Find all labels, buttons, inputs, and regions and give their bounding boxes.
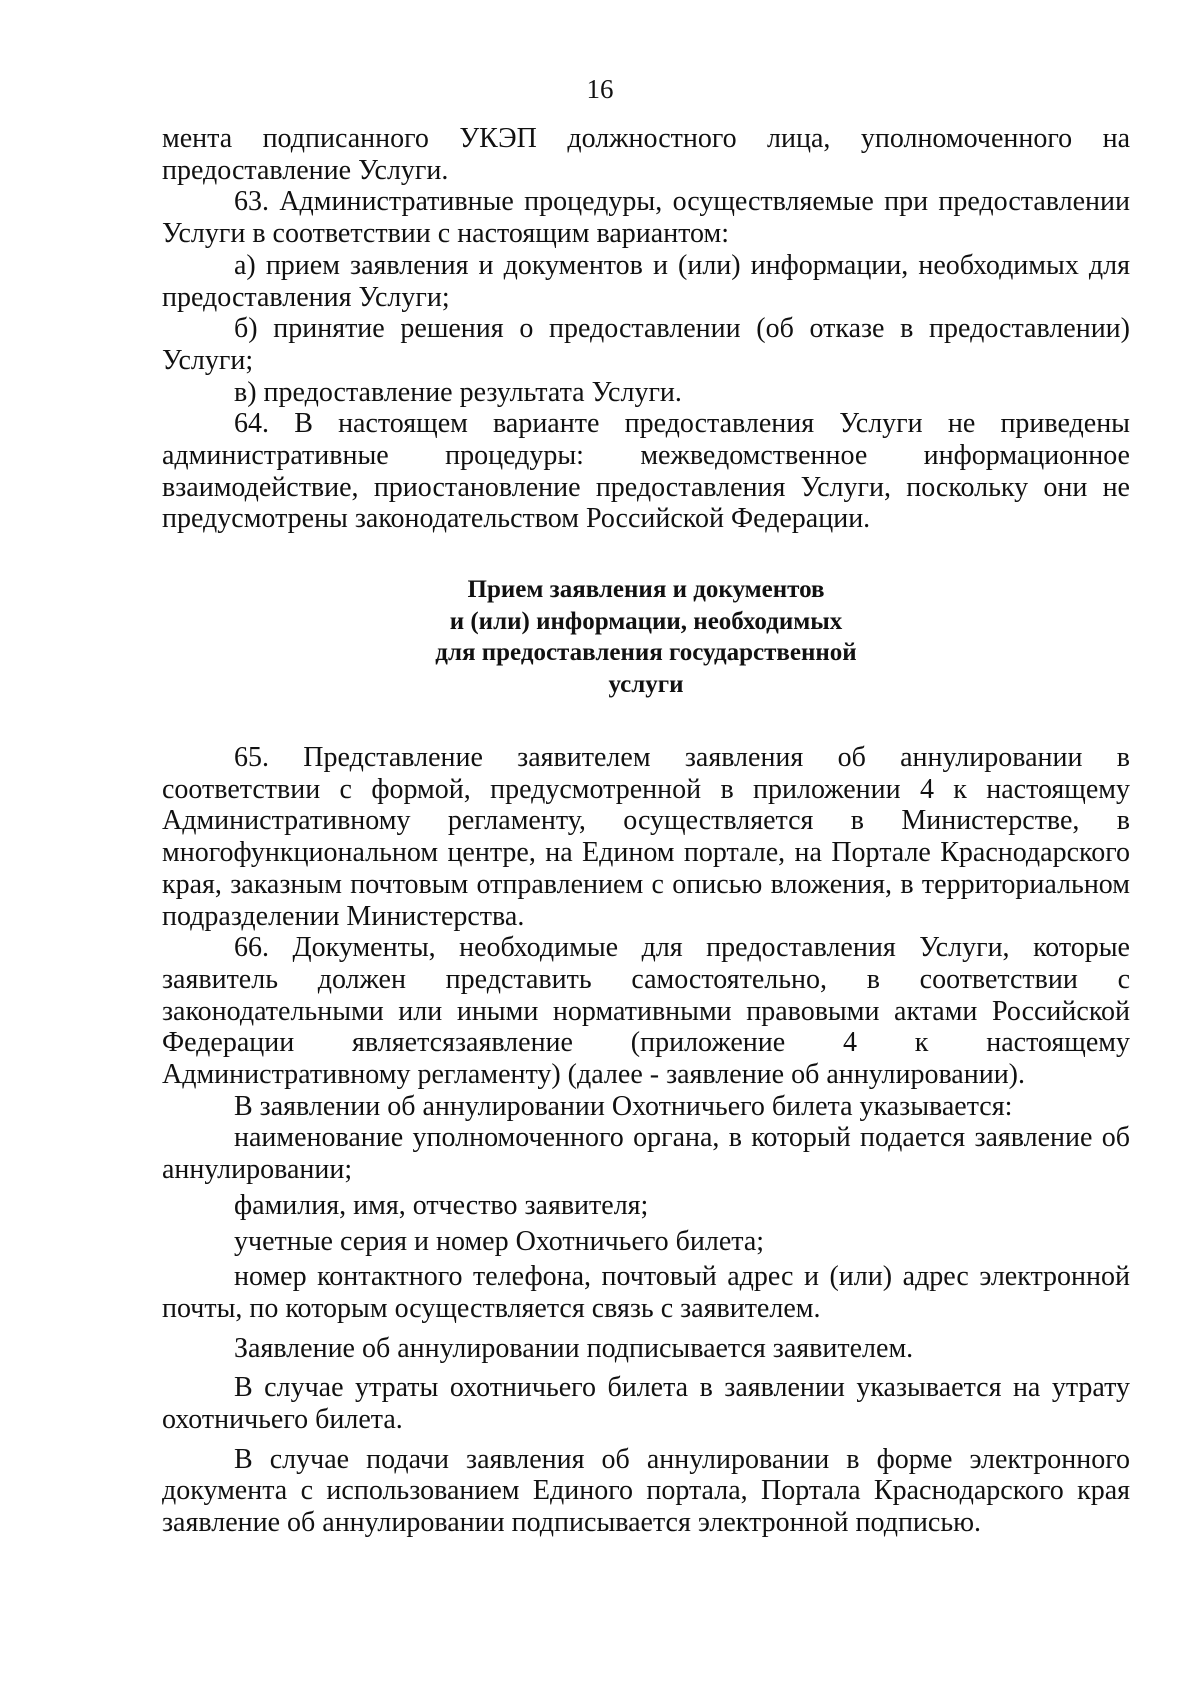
page-number: 16 bbox=[586, 74, 614, 104]
list-item-name: фамилия, имя, отчество заявителя; bbox=[234, 1189, 649, 1221]
paragraph-continuation: мента подписанного УКЭП должностного лица, уполномоченного на предоставление Услуги. bbox=[162, 123, 1130, 186]
paragraph-loss: В случае утраты охотничьего билета в заявлении указывается на утрату охотничьего билета. bbox=[162, 1372, 1130, 1436]
section-heading-line: услуги bbox=[608, 671, 684, 699]
paragraph-63: 63. Административные процедуры, осуществляемые при предоставлении Услуги в соответствии с настоящим вариантом: bbox=[162, 186, 1130, 250]
paragraph-66: 66. Документы, необходимые для предоставления Услуги, которые заявитель должен представить самостоятельно, в соответствии с законодательными или иными нормативными правовыми актами Российской Федерации являетсязаявление (приложение 4 к настоящему Административному регламенту) (далее - заявление об аннулировании). bbox=[162, 932, 1130, 1091]
list-item-b: б) принятие решения о предоставлении (об отказе в предоставлении) Услуги; bbox=[162, 313, 1130, 376]
list-item-a: а) прием заявления и документов и (или) информации, необходимых для предоставления Услуги; bbox=[162, 249, 1130, 313]
bottom-text-block bbox=[162, 742, 1130, 1539]
section-heading-line: для предоставления государственной bbox=[435, 639, 857, 667]
paragraph-electronic: В случае подачи заявления об аннулировании в форме электронного документа с использованием Единого портала, Портала Краснодарского края заявление об аннулировании подписывается электронной подписью. bbox=[162, 1443, 1130, 1539]
section-heading bbox=[162, 574, 1130, 701]
paragraph-signature: Заявление об аннулировании подписывается заявителем. bbox=[234, 1332, 914, 1364]
list-item-ticket-number: учетные серия и номер Охотничьего билета; bbox=[234, 1225, 765, 1257]
list-item-contacts: номер контактного телефона, почтовый адрес и (или) адрес электронной почты, по которым осуществляется связь с заявителем. bbox=[162, 1261, 1130, 1324]
list-item-authority: наименование уполномоченного органа, в который подается заявление об аннулировании; bbox=[162, 1122, 1130, 1186]
top-text-block bbox=[162, 123, 1130, 535]
paragraph-contents-intro: В заявлении об аннулировании Охотничьего билета указывается: bbox=[234, 1090, 1013, 1122]
section-heading-line: Прием заявления и документов bbox=[467, 576, 825, 603]
paragraph-65: 65. Представление заявителем заявления об аннулировании в соответствии с формой, предусмотренной в приложении 4 к настоящему Административному регламенту, осуществляется в Министерстве, в многофункциональном центре, на Едином портале, на Портале Краснодарского края, заказным почтовым отправлением с описью вложения, в территориальном подразделении Министерства. bbox=[162, 742, 1130, 932]
paragraph-64: 64. В настоящем варианте предоставления Услуги не приведены административные процедуры: межведомственное информационное взаимодействие, приостановление предоставления Услуги, поскольку они не предусмотрены законодательством Российской Федерации. bbox=[162, 408, 1130, 535]
list-item-v: в) предоставление результата Услуги. bbox=[234, 376, 682, 408]
section-heading-line: и (или) информации, необходимых bbox=[449, 607, 843, 635]
